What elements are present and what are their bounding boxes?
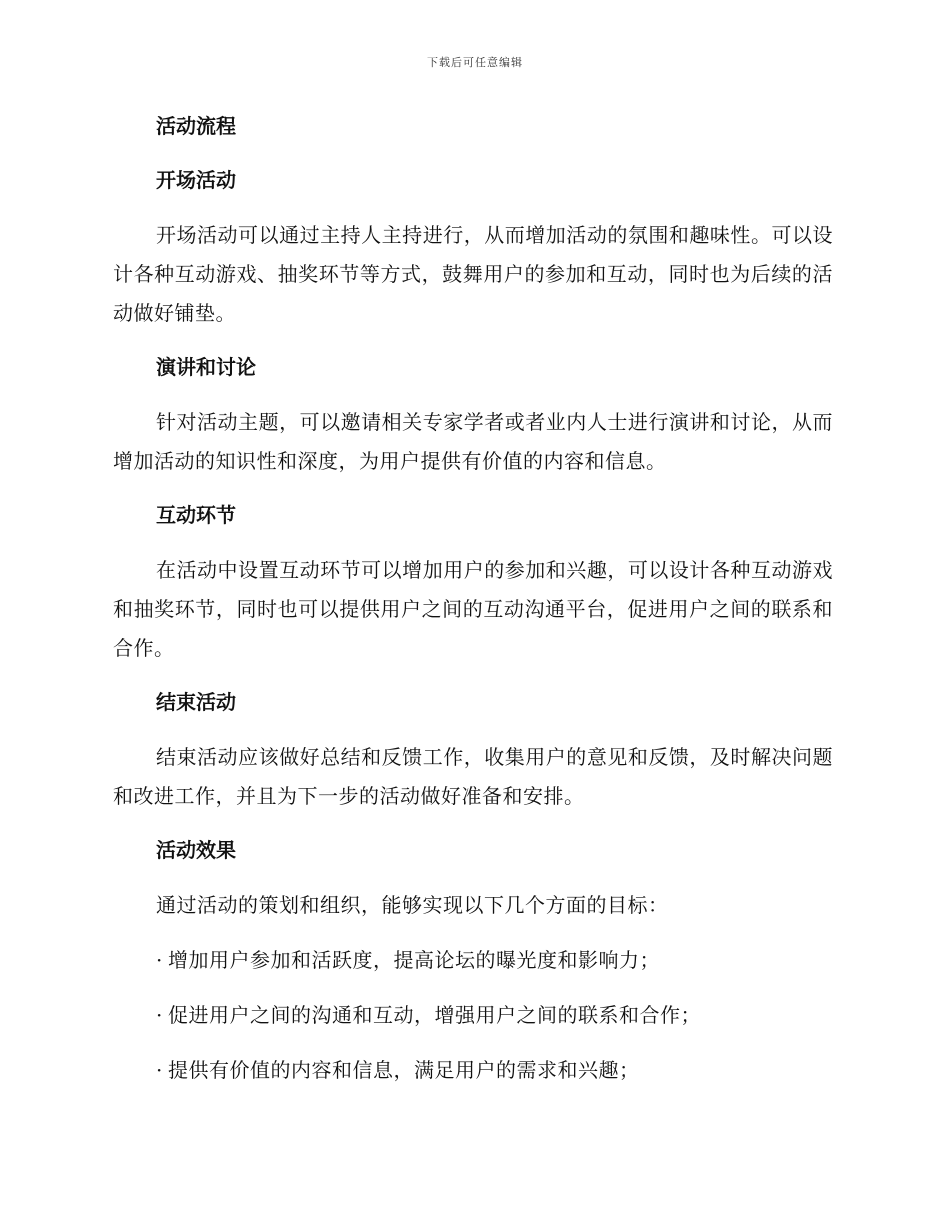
bullet-symbol: · (156, 1003, 163, 1027)
paragraph-effect-intro: 通过活动的策划和组织，能够实现以下几个方面的目标： (156, 893, 669, 917)
section-heading-interaction: 互动环节 (156, 503, 236, 527)
section-heading-ending: 结束活动 (156, 690, 236, 714)
page-header: 下载后可任意编辑 (427, 56, 523, 69)
paragraph-speech: 针对活动主题，可以邀请相关专家学者或者业内人士进行演讲和讨论，从而增加活动的知识性和深度，为用户提供有价值的内容和信息。 (113, 410, 833, 473)
list-item-text: 促进用户之间的沟通和互动，增强用户之间的联系和合作； (168, 1003, 701, 1027)
list-item-text: 增加用户参加和活跃度，提高论坛的曝光度和影响力； (168, 948, 660, 972)
list-item (113, 941, 833, 980)
list-item (113, 1051, 833, 1090)
paragraph-opening: 开场活动可以通过主持人主持进行，从而增加活动的氛围和趣味性。可以设计各种互动游戏、抽奖环节等方式，鼓舞用户的参加和互动，同时也为后续的活动做好铺垫。 (113, 223, 833, 325)
bullet-symbol: · (156, 948, 163, 972)
paragraph-interaction: 在活动中设置互动环节可以增加用户的参加和兴趣，可以设计各种互动游戏和抽奖环节，同时也可以提供用户之间的互动沟通平台，促进用户之间的联系和合作。 (113, 558, 833, 660)
list-item (113, 996, 833, 1035)
paragraph-ending: 结束活动应该做好总结和反馈工作，收集用户的意见和反馈，及时解决问题和改进工作，并且为下一步的活动做好准备和安排。 (113, 745, 833, 808)
list-item-text: 提供有价值的内容和信息，满足用户的需求和兴趣； (168, 1058, 640, 1082)
document-body (113, 108, 833, 1106)
section-heading-opening: 开场活动 (156, 168, 236, 192)
section-heading-flow: 活动流程 (156, 114, 236, 138)
section-heading-effect: 活动效果 (156, 838, 236, 862)
section-heading-speech: 演讲和讨论 (156, 355, 256, 379)
bullet-symbol: · (156, 1058, 163, 1082)
